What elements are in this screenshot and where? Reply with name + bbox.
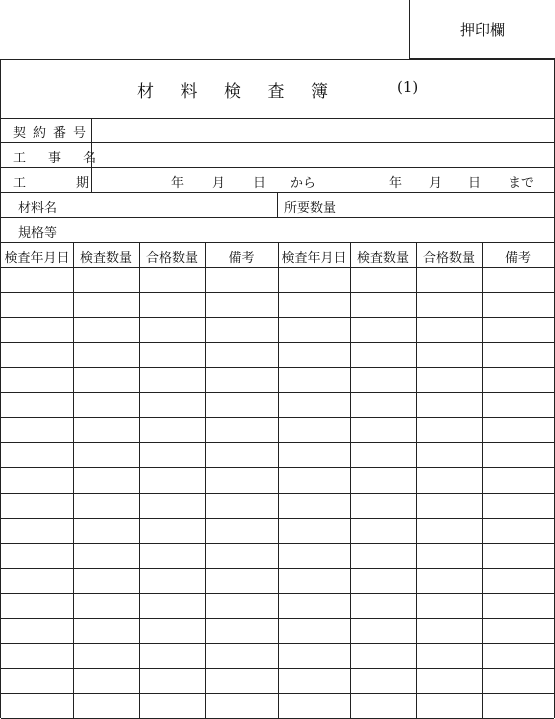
table-row	[1, 292, 554, 293]
required-quantity-label: 所要数量	[284, 201, 337, 216]
table-row	[1, 643, 554, 644]
table-row	[1, 493, 554, 494]
period-year-1: 年	[171, 176, 185, 191]
period-month-2: 月	[429, 176, 443, 191]
form-title-main: 材料検査簿	[137, 82, 355, 102]
col-divider-6	[416, 242, 417, 719]
period-month-1: 月	[212, 176, 226, 191]
period-from: から	[290, 176, 317, 191]
header-pass-qty-2: 合格数量	[422, 251, 475, 266]
period-day-2: 日	[468, 176, 482, 191]
col-divider-7	[482, 242, 483, 719]
inspection-form	[0, 59, 555, 718]
table-row	[1, 668, 554, 669]
table-row	[1, 618, 554, 619]
table-row	[1, 518, 554, 519]
table-row	[1, 442, 554, 443]
work-name-label: 工事名	[13, 151, 119, 166]
table-row	[1, 568, 554, 569]
rule-title-bottom	[1, 118, 554, 119]
seal-box	[409, 0, 555, 59]
table-row	[1, 467, 554, 468]
col-divider-4	[278, 242, 279, 719]
period-label: 工期	[13, 176, 140, 191]
col-divider-5	[350, 242, 351, 719]
header-remarks-2: 備考	[504, 251, 531, 266]
form-title-number: (1)	[397, 78, 419, 96]
table-row	[1, 392, 554, 393]
table-row	[1, 317, 554, 318]
table-row	[1, 543, 554, 544]
rule-material-bottom	[1, 217, 554, 218]
rule-material-divider	[277, 192, 278, 217]
header-inspection-date-1: 検査年月日	[4, 251, 70, 266]
table-row	[1, 693, 554, 694]
rule-work-bottom	[1, 167, 554, 168]
form-title	[1, 77, 554, 103]
contract-number-label: 契約番号	[13, 126, 94, 141]
header-inspection-qty-2: 検査数量	[356, 251, 409, 266]
col-divider-1	[73, 242, 74, 719]
header-inspection-qty-1: 検査数量	[79, 251, 132, 266]
period-to: まで	[508, 176, 535, 191]
rule-contract-bottom	[1, 142, 554, 143]
material-name-label: 材料名	[18, 201, 58, 216]
table-row	[1, 342, 554, 343]
header-pass-qty-1: 合格数量	[145, 251, 198, 266]
table-row	[1, 417, 554, 418]
col-divider-3	[205, 242, 206, 719]
seal-label: 押印欄	[459, 21, 505, 39]
spec-label: 規格等	[18, 226, 58, 241]
table-row	[1, 367, 554, 368]
table-row	[1, 593, 554, 594]
header-remarks-1: 備考	[228, 251, 255, 266]
col-divider-2	[139, 242, 140, 719]
period-year-2: 年	[389, 176, 403, 191]
period-day-1: 日	[253, 176, 267, 191]
header-inspection-date-2: 検査年月日	[281, 251, 347, 266]
